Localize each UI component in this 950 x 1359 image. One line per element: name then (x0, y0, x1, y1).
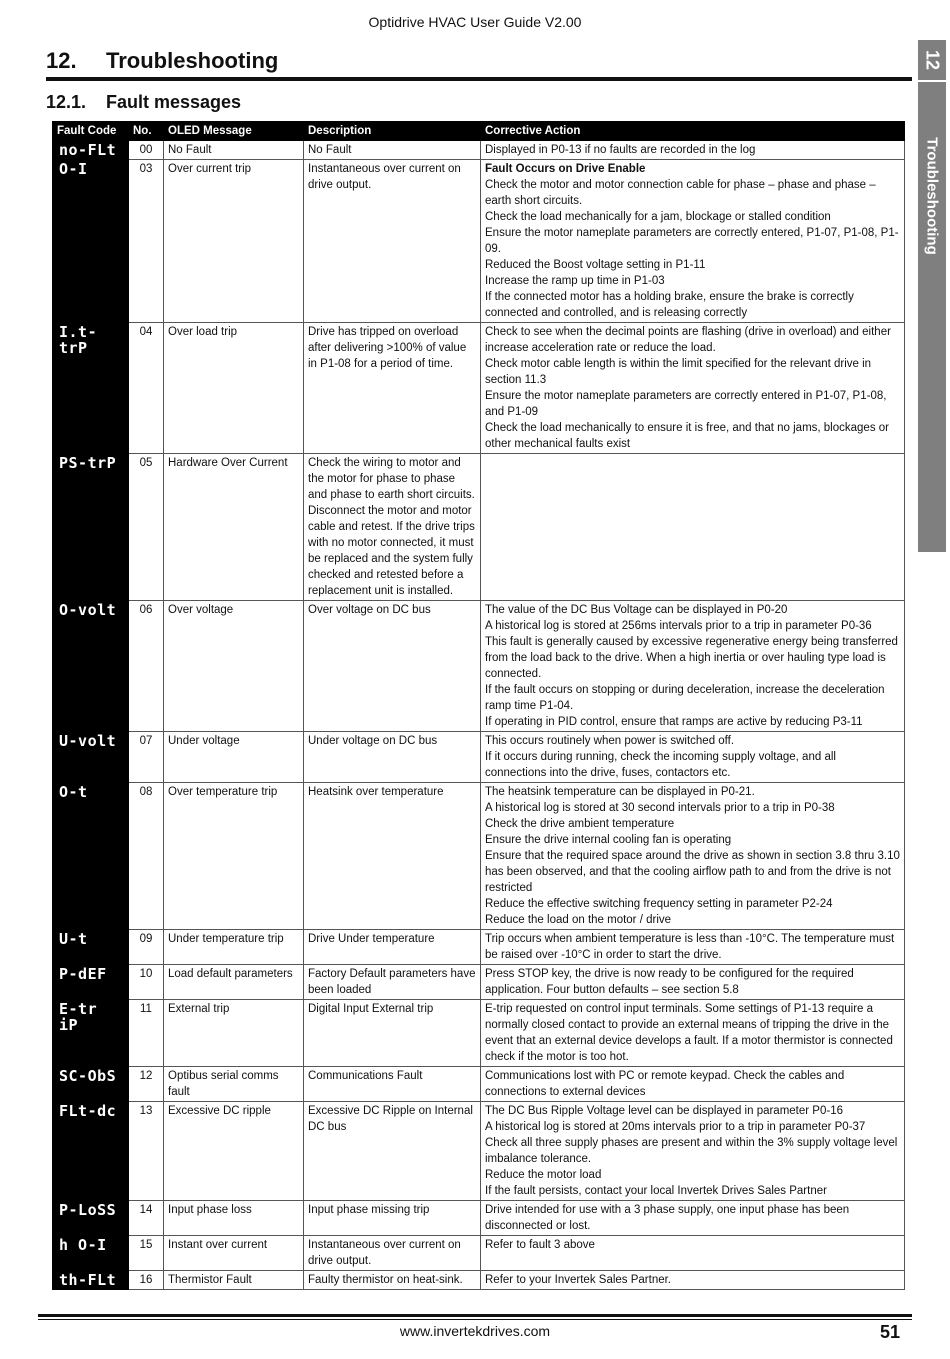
table-row (53, 601, 905, 732)
table-row (53, 732, 905, 783)
corrective-action-cell (481, 1236, 905, 1271)
fault-number-cell: 10 (129, 965, 164, 1000)
oled-message-cell: Thermistor Fault (164, 1271, 304, 1290)
corrective-action-cell (481, 930, 905, 965)
fault-code-cell: th-FLt (53, 1271, 129, 1290)
corrective-action-text: Drive intended for use with a 3 phase supply, one input phase has been disconnected or lost. (485, 1204, 850, 1232)
description-cell: Heatsink over temperature (304, 783, 481, 930)
table-row (53, 141, 905, 160)
chapter-tab-title: Troubleshooting (923, 137, 941, 255)
fault-code-cell: O-I (53, 160, 129, 323)
fault-number-cell: 14 (129, 1201, 164, 1236)
section-number: 12. (46, 48, 77, 73)
corrective-action-cell (481, 1201, 905, 1236)
column-header-description: Description (304, 122, 481, 141)
fault-number-cell: 09 (129, 930, 164, 965)
corrective-action-text: The value of the DC Bus Voltage can be displayed in P0-20 A historical log is stored at 256ms intervals prior to a trip in parameter P0-36 This fault is generally caused by excessive regenerative energy being transferred from the load back to the drive. When a high inertia or over hauling type load is connected. If the fault occurs on stopping or during deceleration, increase the deceleration ramp time P1-04. If operating in PID control, ensure that ramps are active by reducing P3-11 (485, 604, 898, 728)
oled-message-cell: No Fault (164, 141, 304, 160)
corrective-action-text: E-trip requested on control input terminals. Some settings of P1-13 require a normally closed contact to provide an external means of tripping the drive in the event that an external device develops a fault. If a motor thermistor is connected check if the motor is too hot. (485, 1003, 893, 1063)
table-row (53, 930, 905, 965)
table-header-row (53, 122, 905, 141)
description-cell: Communications Fault (304, 1067, 481, 1102)
fault-code-cell: P-LoSS (53, 1201, 129, 1236)
corrective-action-cell (481, 323, 905, 454)
corrective-action-title: Fault Occurs on Drive Enable (485, 163, 646, 175)
description-cell: Faulty thermistor on heat-sink. (304, 1271, 481, 1290)
fault-code-cell: SC-ObS (53, 1067, 129, 1102)
corrective-action-text: Displayed in P0-13 if no faults are recorded in the log (485, 144, 756, 156)
fault-table (52, 121, 905, 1290)
subsection-heading (46, 92, 241, 113)
corrective-action-text: Check the motor and motor connection cable for phase – phase and phase – earth short circuits. Check the load mechanically for a jam, blockage or stalled condition Ensure the motor nameplate parameters are correctly entered, P1-07, P1-08, P1-09. Reduced the Boost voltage setting in P1-11 Increase the ramp up time in P1-03 If the connected motor has a holding brake, ensure the brake is correctly connected and controlled, and is releasing correctly (485, 179, 899, 319)
corrective-action-text: Trip occurs when ambient temperature is less than -10°C. The temperature must be raised over -10°C in order to start the drive. (485, 933, 895, 961)
section-title: Troubleshooting (106, 48, 279, 73)
fault-code-cell: P-dEF (53, 965, 129, 1000)
oled-message-cell: Load default parameters (164, 965, 304, 1000)
corrective-action-cell (481, 160, 905, 323)
column-header-corrective-action: Corrective Action (481, 122, 905, 141)
oled-message-cell: Hardware Over Current (164, 454, 304, 601)
fault-code-cell: no-FLt (53, 141, 129, 160)
fault-code-cell: O-t (53, 783, 129, 930)
corrective-action-text: Press STOP key, the drive is now ready to be configured for the required application. Four button defaults – see section 5.8 (485, 968, 854, 996)
corrective-action-text: The DC Bus Ripple Voltage level can be displayed in parameter P0-16 A historical log is stored at 20ms intervals prior to a trip in parameter P0-37 Check all three supply phases are present and within the 3% supply voltage level imbalance tolerance. Reduce the motor load If the fault persists, contact your local Invertek Drives Sales Partner (485, 1105, 898, 1197)
description-cell: Instantaneous over current on drive output. (304, 160, 481, 323)
chapter-tab-number: 12 (922, 49, 943, 71)
corrective-action-cell (481, 1271, 905, 1290)
fault-number-cell: 12 (129, 1067, 164, 1102)
table-row (53, 160, 905, 323)
fault-code-cell: h O-I (53, 1236, 129, 1271)
oled-message-cell: Over voltage (164, 601, 304, 732)
fault-number-cell: 05 (129, 454, 164, 601)
corrective-action-cell (481, 1102, 905, 1201)
oled-message-cell: Over temperature trip (164, 783, 304, 930)
fault-code-cell: O-volt (53, 601, 129, 732)
fault-number-cell: 04 (129, 323, 164, 454)
oled-message-cell: Optibus serial comms fault (164, 1067, 304, 1102)
fault-number-cell: 16 (129, 1271, 164, 1290)
footer-rule-thin (38, 1319, 912, 1320)
corrective-action-cell (481, 454, 905, 601)
fault-code-cell: FLt-dc (53, 1102, 129, 1201)
corrective-action-text: Communications lost with PC or remote keypad. Check the cables and connections to external devices (485, 1070, 845, 1098)
oled-message-cell: External trip (164, 1000, 304, 1067)
table-row (53, 1236, 905, 1271)
section-heading (46, 48, 912, 81)
table-row (53, 1201, 905, 1236)
description-cell: No Fault (304, 141, 481, 160)
document-header: Optidrive HVAC User Guide V2.00 (368, 14, 582, 30)
page-number: 51 (880, 1322, 901, 1342)
fault-number-cell: 15 (129, 1236, 164, 1271)
description-cell: Input phase missing trip (304, 1201, 481, 1236)
corrective-action-text: This occurs routinely when power is switched off. If it occurs during running, check the incoming supply voltage, and all connections into the drive, fuses, contactors etc. (485, 735, 836, 779)
corrective-action-cell (481, 141, 905, 160)
fault-number-cell: 00 (129, 141, 164, 160)
corrective-action-cell (481, 1067, 905, 1102)
fault-number-cell: 03 (129, 160, 164, 323)
oled-message-cell: Over current trip (164, 160, 304, 323)
corrective-action-text: Refer to your Invertek Sales Partner. (485, 1274, 672, 1286)
table-row (53, 454, 905, 601)
description-cell: Under voltage on DC bus (304, 732, 481, 783)
corrective-action-cell (481, 965, 905, 1000)
fault-code-cell: E-tr iP (53, 1000, 129, 1067)
fault-code-cell: PS-trP (53, 454, 129, 601)
oled-message-cell: Over load trip (164, 323, 304, 454)
fault-code-cell: U-volt (53, 732, 129, 783)
fault-code-cell: I.t-trP (53, 323, 129, 454)
fault-number-cell: 11 (129, 1000, 164, 1067)
corrective-action-cell (481, 732, 905, 783)
corrective-action-cell (481, 601, 905, 732)
table-row (53, 1271, 905, 1290)
column-header-no: No. (129, 122, 164, 141)
description-cell: Digital Input External trip (304, 1000, 481, 1067)
oled-message-cell: Instant over current (164, 1236, 304, 1271)
table-row (53, 965, 905, 1000)
subsection-title: Fault messages (106, 92, 242, 112)
oled-message-cell: Input phase loss (164, 1201, 304, 1236)
subsection-number: 12.1. (46, 92, 87, 112)
fault-number-cell: 13 (129, 1102, 164, 1201)
description-cell: Instantaneous over current on drive output. (304, 1236, 481, 1271)
table-row (53, 1067, 905, 1102)
description-cell: Drive Under temperature (304, 930, 481, 965)
chapter-side-tab (918, 40, 946, 552)
fault-number-cell: 08 (129, 783, 164, 930)
fault-number-cell: 06 (129, 601, 164, 732)
description-cell: Factory Default parameters have been loaded (304, 965, 481, 1000)
corrective-action-cell (481, 1000, 905, 1067)
description-cell: Check the wiring to motor and the motor for phase to phase and phase to earth short circuits. Disconnect the motor and motor cable and retest. If the drive trips with no motor connected, it must be replaced and the system fully checked and retested before a replacement unit is installed. (304, 454, 481, 601)
table-row (53, 1000, 905, 1067)
oled-message-cell: Excessive DC ripple (164, 1102, 304, 1201)
corrective-action-text: The heatsink temperature can be displayed in P0-21. A historical log is stored at 30 second intervals prior to a trip in P0-38 Check the drive ambient temperature Ensure the drive internal cooling fan is operating Ensure that the required space around the drive as shown in section 3.8 thru 3.10 has been observed, and that the cooling airflow path to and from the drive is not restricted Reduce the effective switching frequency setting in parameter P2-24 Reduce the load on the motor / drive (485, 786, 900, 926)
description-cell: Excessive DC Ripple on Internal DC bus (304, 1102, 481, 1201)
table-row (53, 783, 905, 930)
description-cell: Over voltage on DC bus (304, 601, 481, 732)
corrective-action-text: Check to see when the decimal points are flashing (drive in overload) and either increase acceleration rate or reduce the load. Check motor cable length is within the limit specified for the relevant drive in section 11.3 Ensure the motor nameplate parameters are correctly entered in P1-07, P1-08, and P1-09 Check the load mechanically to ensure it is free, and that no jams, blockages or other mechanical faults exist (485, 326, 891, 450)
footer-url: www.invertekdrives.com (399, 1323, 551, 1339)
table-row (53, 1102, 905, 1201)
corrective-action-text: Refer to fault 3 above (485, 1239, 595, 1251)
fault-number-cell: 07 (129, 732, 164, 783)
oled-message-cell: Under temperature trip (164, 930, 304, 965)
oled-message-cell: Under voltage (164, 732, 304, 783)
fault-code-cell: U-t (53, 930, 129, 965)
column-header-fault-code: Fault Code (53, 122, 129, 141)
footer-rule (38, 1314, 912, 1317)
description-cell: Drive has tripped on overload after delivering >100% of value in P1-08 for a period of time. (304, 323, 481, 454)
corrective-action-cell (481, 783, 905, 930)
table-row (53, 323, 905, 454)
column-header-oled-message: OLED Message (164, 122, 304, 141)
